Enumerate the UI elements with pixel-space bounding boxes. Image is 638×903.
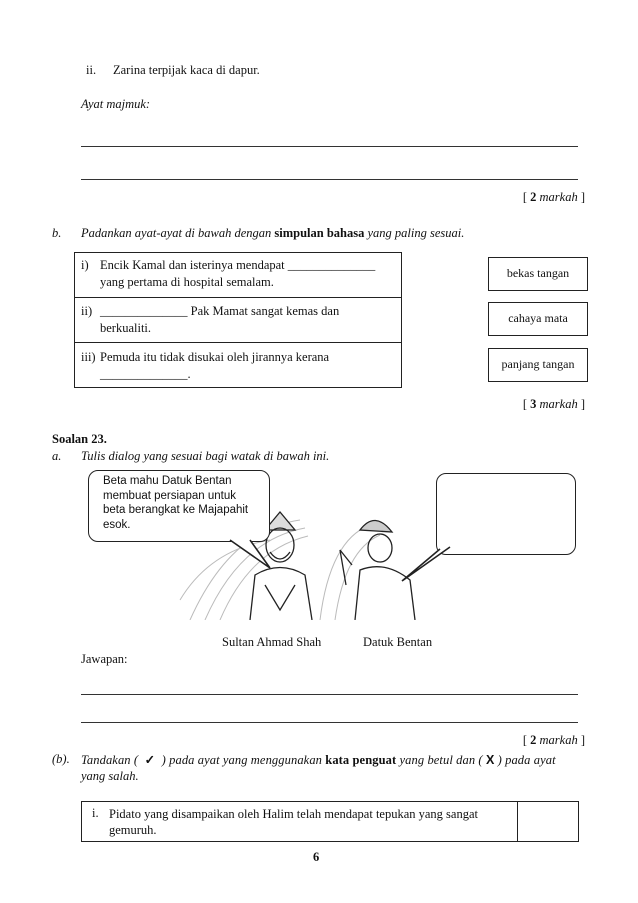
cross-mark-icon: X — [485, 753, 495, 767]
item-number: ii. — [86, 63, 97, 77]
question-instruction: Tulis dialog yang sesuai bagi watak di bawah ini. — [81, 449, 330, 463]
answer-line[interactable] — [81, 694, 578, 695]
option-box[interactable]: panjang tangan — [488, 348, 588, 382]
answer-line[interactable] — [81, 722, 578, 723]
answer-line[interactable] — [81, 146, 578, 147]
question-instruction: Padankan ayat-ayat di bawah dengan simpulan bahasa yang paling sesuai. — [81, 226, 465, 240]
section-title: Soalan 23. — [52, 432, 107, 446]
row-number: ii) — [81, 304, 93, 318]
row-line2: gemuruh. — [109, 823, 157, 837]
ayat-majmuk-label: Ayat majmuk: — [81, 97, 151, 111]
row-number: iii) — [81, 350, 96, 364]
tick-table-row — [81, 801, 579, 842]
row-line1: Pemuda itu tidak disukai oleh jirannya kerana — [100, 350, 330, 364]
row-line2: berkualiti. — [100, 321, 152, 335]
speech-bubble-sultan — [88, 470, 270, 542]
row-number: i. — [92, 806, 99, 820]
marks-label: [ 2 markah ] — [522, 733, 585, 747]
item-sentence: Zarina terpijak kaca di dapur. — [113, 63, 260, 77]
row-line2: yang pertama di hospital semalam. — [100, 275, 274, 289]
row-line1: Pidato yang disampaikan oleh Halim telah mendapat tepukan yang sangat — [109, 807, 478, 821]
bubble-line: Beta mahu Datuk Bentan — [103, 475, 232, 487]
bubble-line: esok. — [103, 518, 131, 531]
row-line1: ______________ Pak Mamat sangat kemas dan — [100, 304, 340, 318]
bubble-line: beta berangkat ke Majapahit — [103, 504, 249, 516]
marks-label: [ 3 markah ] — [522, 397, 585, 411]
option-box[interactable]: bekas tangan — [488, 257, 588, 291]
character-name: Datuk Bentan — [363, 635, 433, 649]
sentence-row — [75, 343, 401, 388]
question-letter: a. — [52, 449, 62, 463]
question-instruction: Tandakan ( ✓ ) pada ayat yang menggunakan kata penguat yang betul dan ( X ) pada ayat — [81, 753, 556, 767]
page-number: 6 — [313, 850, 320, 864]
marks-label: [ 2 markah ] — [522, 190, 585, 204]
tick-answer-cell[interactable] — [517, 802, 578, 841]
bubble-tail — [228, 538, 288, 578]
check-mark-icon: ✓ — [144, 753, 156, 767]
row-line1: Encik Kamal dan isterinya mendapat ______________ — [100, 258, 376, 272]
speech-bubble-datuk[interactable] — [436, 473, 576, 555]
jawapan-label: Jawapan: — [81, 652, 128, 666]
question-letter: b. — [52, 226, 62, 240]
sentence-row — [75, 253, 401, 298]
sentence-row — [75, 298, 401, 343]
row-text — [109, 806, 478, 838]
bubble-tail — [400, 545, 460, 585]
question-instruction-cont: yang salah. — [81, 769, 139, 783]
option-box[interactable]: cahaya mata — [488, 302, 588, 336]
question-letter: (b). — [52, 752, 70, 766]
character-name: Sultan Ahmad Shah — [222, 635, 322, 649]
row-number: i) — [81, 258, 89, 272]
bubble-line: membuat persiapan untuk — [103, 489, 236, 502]
answer-line[interactable] — [81, 179, 578, 180]
sentence-table — [74, 252, 402, 388]
row-line2: ______________. — [100, 367, 191, 381]
